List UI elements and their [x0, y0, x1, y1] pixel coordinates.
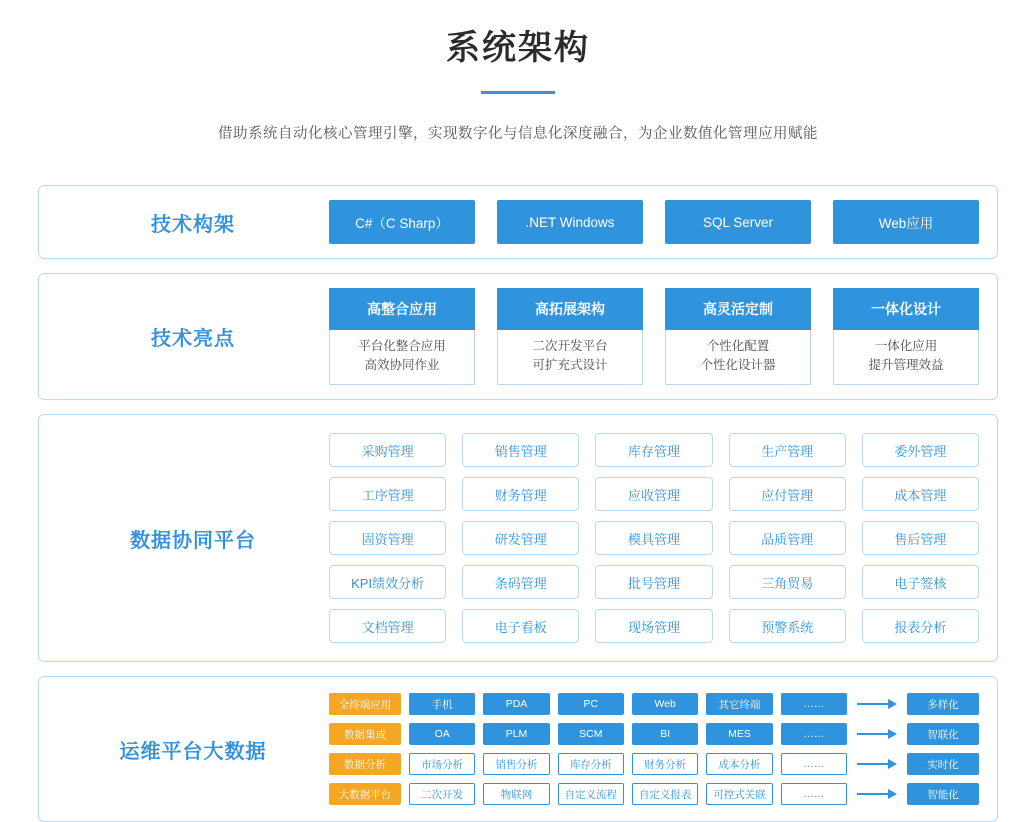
bigdata-cell[interactable]: 可控式关联: [706, 783, 772, 805]
highlight-head: 高整合应用: [329, 288, 475, 330]
module-row: [329, 565, 979, 599]
bigdata-row: [329, 723, 979, 745]
bigdata-cell[interactable]: MES: [706, 723, 772, 745]
highlight-column[interactable]: [329, 288, 475, 385]
section-data-platform: [38, 414, 998, 662]
highlight-body: [329, 330, 475, 385]
bigdata-cell[interactable]: 物联网: [483, 783, 549, 805]
bigdata-category[interactable]: 大数据平台: [329, 783, 401, 805]
highlight-body: [497, 330, 643, 385]
bigdata-cell[interactable]: 二次开发: [409, 783, 475, 805]
bigdata-row: [329, 693, 979, 715]
bigdata-cell[interactable]: PDA: [483, 693, 549, 715]
module-cell[interactable]: 财务管理: [462, 477, 579, 511]
module-row: [329, 433, 979, 467]
bigdata-cell[interactable]: OA: [409, 723, 475, 745]
module-cell[interactable]: 条码管理: [462, 565, 579, 599]
section-label-data-platform: 数据协同平台: [130, 529, 256, 552]
bigdata-cell[interactable]: ……: [781, 783, 847, 805]
module-row: [329, 477, 979, 511]
module-cell[interactable]: 生产管理: [729, 433, 846, 467]
section-body-data-platform: [329, 433, 979, 643]
bigdata-cell[interactable]: ……: [781, 693, 847, 715]
module-cell[interactable]: 应付管理: [729, 477, 846, 511]
page-subtitle: 借助系统自动化核心管理引擎，实现数字化与信息化深度融合，为企业数值化管理应用赋能: [218, 126, 818, 142]
bigdata-cell[interactable]: PLM: [483, 723, 549, 745]
module-cell[interactable]: 电子签核: [862, 565, 979, 599]
page-title: 系统架构: [446, 29, 590, 67]
bigdata-cell[interactable]: 自定义报表: [632, 783, 698, 805]
highlight-head: 一体化设计: [833, 288, 979, 330]
section-bigdata-platform: [38, 676, 998, 822]
highlight-column[interactable]: [665, 288, 811, 385]
highlight-row: [329, 288, 979, 385]
module-cell[interactable]: 研发管理: [462, 521, 579, 555]
section-label-bigdata-platform: 运维平台大数据: [119, 740, 267, 763]
bigdata-cell[interactable]: 手机: [409, 693, 475, 715]
module-cell[interactable]: 报表分析: [862, 609, 979, 643]
module-cell[interactable]: 成本管理: [862, 477, 979, 511]
bigdata-cell[interactable]: 财务分析: [632, 753, 698, 775]
bigdata-cell[interactable]: ……: [781, 753, 847, 775]
arrow-right-icon: [855, 728, 899, 740]
bigdata-cell[interactable]: SCM: [558, 723, 624, 745]
highlight-head: 高灵活定制: [665, 288, 811, 330]
module-cell[interactable]: 预警系统: [729, 609, 846, 643]
bigdata-outcome[interactable]: 智联化: [907, 723, 979, 745]
arrow-right-icon: [855, 788, 899, 800]
highlight-body: [833, 330, 979, 385]
arrow-right-icon: [855, 698, 899, 710]
highlight-line: 高效协同作业: [364, 358, 440, 372]
module-cell[interactable]: 品质管理: [729, 521, 846, 555]
highlight-line: 个性化配置: [706, 339, 770, 353]
tech-chip[interactable]: Web应用: [833, 200, 979, 244]
module-row: [329, 609, 979, 643]
module-row: [329, 521, 979, 555]
bigdata-category[interactable]: 数据分析: [329, 753, 401, 775]
bigdata-cell[interactable]: Web: [632, 693, 698, 715]
highlight-line: 二次开发平台: [532, 339, 608, 353]
tech-chip[interactable]: SQL Server: [665, 200, 811, 244]
section-tech-highlights: [38, 273, 998, 400]
title-underline: [481, 91, 555, 94]
highlight-column[interactable]: [497, 288, 643, 385]
tech-chip[interactable]: .NET Windows: [497, 200, 643, 244]
bigdata-cell[interactable]: 自定义流程: [558, 783, 624, 805]
highlight-body: [665, 330, 811, 385]
module-cell[interactable]: KPI绩效分析: [329, 565, 446, 599]
highlight-line: 提升管理效益: [868, 358, 944, 372]
module-cell[interactable]: 批号管理: [595, 565, 712, 599]
bigdata-cell[interactable]: 成本分析: [706, 753, 772, 775]
module-cell[interactable]: 文档管理: [329, 609, 446, 643]
highlight-line: 可扩充式设计: [532, 358, 608, 372]
bigdata-row: [329, 753, 979, 775]
highlight-line: 平台化整合应用: [358, 339, 446, 353]
module-cell[interactable]: 采购管理: [329, 433, 446, 467]
section-body-tech-highlights: [329, 288, 979, 385]
bigdata-outcome[interactable]: 实时化: [907, 753, 979, 775]
tech-chip[interactable]: C#（C Sharp）: [329, 200, 475, 244]
module-cell[interactable]: 库存管理: [595, 433, 712, 467]
bigdata-cell[interactable]: 市场分析: [409, 753, 475, 775]
bigdata-category[interactable]: 数据集成: [329, 723, 401, 745]
bigdata-cell[interactable]: ……: [781, 723, 847, 745]
bigdata-cell[interactable]: BI: [632, 723, 698, 745]
module-cell[interactable]: 工序管理: [329, 477, 446, 511]
bigdata-grid: [329, 693, 979, 805]
module-cell[interactable]: 固资管理: [329, 521, 446, 555]
module-cell[interactable]: 三角贸易: [729, 565, 846, 599]
bigdata-cell[interactable]: 其它终端: [706, 693, 772, 715]
module-cell[interactable]: 电子看板: [462, 609, 579, 643]
module-grid: [329, 433, 979, 643]
module-cell[interactable]: 委外管理: [862, 433, 979, 467]
bigdata-cell[interactable]: PC: [558, 693, 624, 715]
section-body-tech-stack: [329, 200, 979, 244]
module-cell[interactable]: 售后管理: [862, 521, 979, 555]
highlight-head: 高拓展架构: [497, 288, 643, 330]
section-label-tech-stack: 技术构架: [151, 213, 235, 236]
bigdata-outcome[interactable]: 智能化: [907, 783, 979, 805]
section-label-tech-highlights: 技术亮点: [151, 328, 235, 350]
highlight-line: 一体化应用: [874, 339, 938, 353]
section-body-bigdata-platform: [329, 693, 979, 805]
bigdata-cell[interactable]: 销售分析: [483, 753, 549, 775]
tech-chip-row: [329, 200, 979, 244]
module-cell[interactable]: 应收管理: [595, 477, 712, 511]
highlight-column[interactable]: [833, 288, 979, 385]
module-cell[interactable]: 现场管理: [595, 609, 712, 643]
highlight-line: 个性化设计器: [700, 358, 776, 372]
bigdata-cell[interactable]: 库存分析: [558, 753, 624, 775]
module-cell[interactable]: 模具管理: [595, 521, 712, 555]
bigdata-category[interactable]: 全终端应用: [329, 693, 401, 715]
bigdata-row: [329, 783, 979, 805]
arrow-right-icon: [855, 758, 899, 770]
module-cell[interactable]: 销售管理: [462, 433, 579, 467]
section-tech-stack: [38, 185, 998, 259]
bigdata-outcome[interactable]: 多样化: [907, 693, 979, 715]
